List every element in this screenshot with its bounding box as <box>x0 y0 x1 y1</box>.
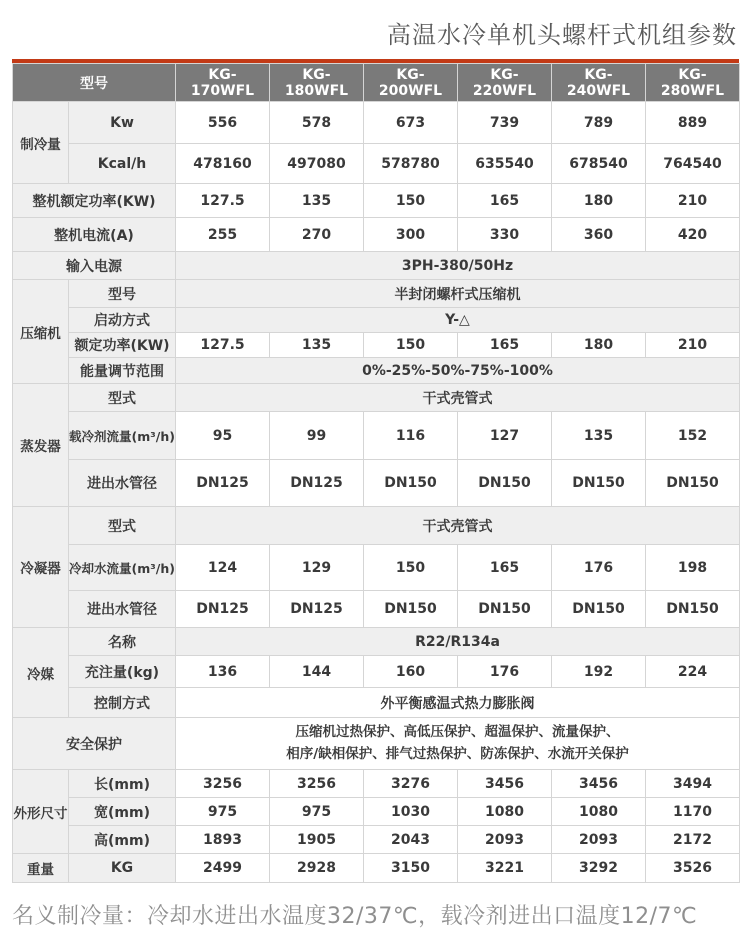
value-cell: DN150 <box>552 460 646 507</box>
value-cell: 478160 <box>176 144 270 184</box>
safety-line-1: 压缩机过热保护、高低压保护、超温保护、流量保护、 <box>295 723 620 740</box>
row-width <box>13 798 740 826</box>
value-cell: DN125 <box>270 591 364 628</box>
value-cell: DN150 <box>646 591 740 628</box>
label-refrigerant-name: 名称 <box>69 628 176 656</box>
value-cell: 2043 <box>364 826 458 854</box>
group-cooling-capacity: 制冷量 <box>13 102 69 184</box>
value-cell: 889 <box>646 102 740 144</box>
row-condenser-type <box>13 507 740 545</box>
value-cell: 270 <box>270 218 364 252</box>
value-cell: 678540 <box>552 144 646 184</box>
label-compressor-model: 型号 <box>69 280 176 308</box>
row-weight <box>13 854 740 883</box>
row-evaporator-type <box>13 384 740 412</box>
row-cooling-kw <box>13 102 740 144</box>
header-row <box>13 64 740 102</box>
value-cell: 150 <box>364 545 458 591</box>
label-safety: 安全保护 <box>13 718 176 770</box>
energy-range-value: 0%-25%-50%-75%-100% <box>176 358 740 384</box>
value-cell: 165 <box>458 184 552 218</box>
header-model-0: KG-170WFL <box>176 64 270 102</box>
value-cell: 150 <box>364 333 458 358</box>
value-cell: 192 <box>552 656 646 688</box>
label-evaporator-type: 型式 <box>69 384 176 412</box>
header-model-1: KG-180WFL <box>270 64 364 102</box>
label-charge: 充注量(kg) <box>69 656 176 688</box>
row-length <box>13 770 740 798</box>
value-cell: 144 <box>270 656 364 688</box>
label-kw: Kw <box>69 102 176 144</box>
refrigerant-name-value: R22/R134a <box>176 628 740 656</box>
row-control-mode <box>13 688 740 718</box>
value-cell: 330 <box>458 218 552 252</box>
group-compressor: 压缩机 <box>13 280 69 384</box>
control-mode-value: 外平衡感温式热力膨胀阀 <box>176 688 740 718</box>
label-length: 长(mm) <box>69 770 176 798</box>
value-cell: 300 <box>364 218 458 252</box>
value-cell: DN150 <box>458 591 552 628</box>
value-cell: 789 <box>552 102 646 144</box>
value-cell: 1080 <box>458 798 552 826</box>
value-cell: 198 <box>646 545 740 591</box>
group-refrigerant: 冷媒 <box>13 628 69 718</box>
row-height <box>13 826 740 854</box>
label-compressor-rated-power: 额定功率(KW) <box>69 333 176 358</box>
label-cooling-water-flow: 冷却水流量(m³/h) <box>69 545 176 591</box>
compressor-model-value: 半封闭螺杆式压缩机 <box>176 280 740 308</box>
value-cell: 360 <box>552 218 646 252</box>
row-energy-range <box>13 358 740 384</box>
group-weight: 重量 <box>13 854 69 883</box>
value-cell: DN125 <box>270 460 364 507</box>
value-cell: 3456 <box>458 770 552 798</box>
value-cell: DN150 <box>364 591 458 628</box>
value-cell: 129 <box>270 545 364 591</box>
evaporator-type-value: 干式壳管式 <box>176 384 740 412</box>
value-cell: 3526 <box>646 854 740 883</box>
value-cell: 165 <box>458 333 552 358</box>
value-cell: 739 <box>458 102 552 144</box>
value-cell: 2928 <box>270 854 364 883</box>
value-cell: 556 <box>176 102 270 144</box>
value-cell: 224 <box>646 656 740 688</box>
value-cell: 124 <box>176 545 270 591</box>
row-compressor-model <box>13 280 740 308</box>
row-cooling-kcal <box>13 144 740 184</box>
value-cell: 578780 <box>364 144 458 184</box>
value-cell: DN125 <box>176 460 270 507</box>
value-cell: 497080 <box>270 144 364 184</box>
value-cell: 116 <box>364 412 458 460</box>
row-evaporator-pipe <box>13 460 740 507</box>
value-cell: 180 <box>552 184 646 218</box>
value-cell: DN125 <box>176 591 270 628</box>
condenser-type-value: 干式壳管式 <box>176 507 740 545</box>
value-cell: DN150 <box>646 460 740 507</box>
value-cell: 127.5 <box>176 184 270 218</box>
value-cell: 3276 <box>364 770 458 798</box>
value-cell: 165 <box>458 545 552 591</box>
row-condenser-pipe <box>13 591 740 628</box>
value-cell: 135 <box>552 412 646 460</box>
value-cell: 3456 <box>552 770 646 798</box>
value-cell: 3494 <box>646 770 740 798</box>
label-condenser-type: 型式 <box>69 507 176 545</box>
group-evaporator: 蒸发器 <box>13 384 69 507</box>
safety-protections <box>176 718 740 770</box>
label-height: 高(mm) <box>69 826 176 854</box>
value-cell: 975 <box>176 798 270 826</box>
value-cell: 1893 <box>176 826 270 854</box>
value-cell: 1080 <box>552 798 646 826</box>
row-cooling-water-flow <box>13 545 740 591</box>
label-rated-power: 整机额定功率(KW) <box>13 184 176 218</box>
row-current <box>13 218 740 252</box>
label-power-supply: 输入电源 <box>13 252 176 280</box>
value-cell: DN150 <box>552 591 646 628</box>
row-compressor-rated-power <box>13 333 740 358</box>
power-supply-value: 3PH-380/50Hz <box>176 252 740 280</box>
value-cell: 255 <box>176 218 270 252</box>
row-safety <box>13 718 740 770</box>
value-cell: 135 <box>270 333 364 358</box>
label-current: 整机电流(A) <box>13 218 176 252</box>
safety-line-2: 相序/缺相保护、排气过热保护、防冻保护、水流开关保护 <box>286 745 629 762</box>
value-cell: 2093 <box>458 826 552 854</box>
header-model-3: KG-220WFL <box>458 64 552 102</box>
header-model-2: KG-200WFL <box>364 64 458 102</box>
value-cell: 578 <box>270 102 364 144</box>
row-start-mode <box>13 308 740 333</box>
value-cell: 180 <box>552 333 646 358</box>
value-cell: 2499 <box>176 854 270 883</box>
value-cell: 176 <box>458 656 552 688</box>
label-width: 宽(mm) <box>69 798 176 826</box>
label-evaporator-pipe: 进出水管径 <box>69 460 176 507</box>
value-cell: 420 <box>646 218 740 252</box>
header-model-label: 型号 <box>13 64 176 102</box>
value-cell: 210 <box>646 184 740 218</box>
value-cell: 673 <box>364 102 458 144</box>
value-cell: 127.5 <box>176 333 270 358</box>
value-cell: 210 <box>646 333 740 358</box>
value-cell: DN150 <box>458 460 552 507</box>
value-cell: DN150 <box>364 460 458 507</box>
value-cell: 95 <box>176 412 270 460</box>
value-cell: 3150 <box>364 854 458 883</box>
value-cell: 3256 <box>176 770 270 798</box>
label-start-mode: 启动方式 <box>69 308 176 333</box>
value-cell: 975 <box>270 798 364 826</box>
value-cell: 127 <box>458 412 552 460</box>
value-cell: 1030 <box>364 798 458 826</box>
value-cell: 764540 <box>646 144 740 184</box>
label-energy-range: 能量调节范围 <box>69 358 176 384</box>
footnote: 名义制冷量：冷却水进出水温度32/37℃，载冷剂进出口温度12/7℃ <box>12 904 698 929</box>
group-dimensions: 外形尺寸 <box>13 770 69 854</box>
label-weight-unit: KG <box>69 854 176 883</box>
value-cell: 2093 <box>552 826 646 854</box>
value-cell: 150 <box>364 184 458 218</box>
value-cell: 152 <box>646 412 740 460</box>
value-cell: 3221 <box>458 854 552 883</box>
value-cell: 99 <box>270 412 364 460</box>
value-cell: 635540 <box>458 144 552 184</box>
label-kcal: Kcal/h <box>69 144 176 184</box>
header-model-5: KG-280WFL <box>646 64 740 102</box>
header-model-4: KG-240WFL <box>552 64 646 102</box>
value-cell: 160 <box>364 656 458 688</box>
label-coolant-flow: 载冷剂流量(m³/h) <box>69 412 176 460</box>
row-refrigerant-name <box>13 628 740 656</box>
spec-table <box>12 63 740 883</box>
row-charge <box>13 656 740 688</box>
start-mode-value: Y-△ <box>176 308 740 333</box>
group-condenser: 冷凝器 <box>13 507 69 628</box>
label-condenser-pipe: 进出水管径 <box>69 591 176 628</box>
value-cell: 135 <box>270 184 364 218</box>
value-cell: 176 <box>552 545 646 591</box>
label-control-mode: 控制方式 <box>69 688 176 718</box>
row-rated-power <box>13 184 740 218</box>
value-cell: 3292 <box>552 854 646 883</box>
value-cell: 3256 <box>270 770 364 798</box>
value-cell: 136 <box>176 656 270 688</box>
row-power-supply <box>13 252 740 280</box>
page-title: 高温水冷单机头螺杆式机组参数 <box>387 21 737 49</box>
value-cell: 2172 <box>646 826 740 854</box>
value-cell: 1170 <box>646 798 740 826</box>
value-cell: 1905 <box>270 826 364 854</box>
row-coolant-flow <box>13 412 740 460</box>
